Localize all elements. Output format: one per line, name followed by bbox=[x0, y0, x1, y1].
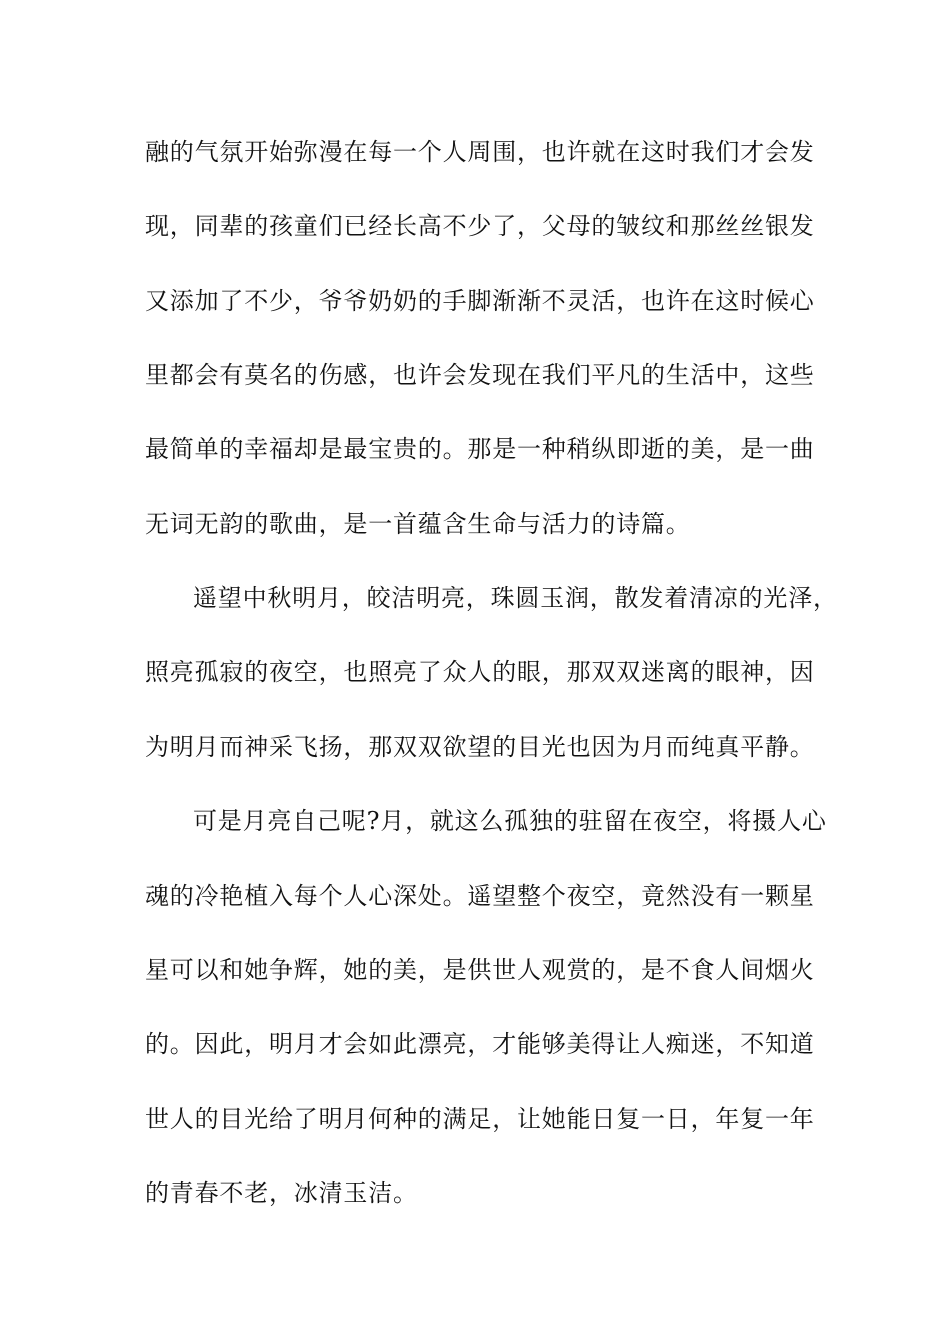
paragraph-3-line-6: 的青春不老，冰清玉洁。 bbox=[145, 1179, 418, 1207]
paragraph-2-line-2: 照亮孤寂的夜空，也照亮了众人的眼，那双双迷离的眼神，因 bbox=[145, 658, 815, 686]
paragraph-1-line-6: 无词无韵的歌曲，是一首蕴含生命与活力的诗篇。 bbox=[145, 510, 691, 538]
paragraph-2-line-1: 遥望中秋明月，皎洁明亮，珠圆玉润，散发着清凉的光泽， bbox=[193, 584, 838, 612]
paragraph-3-line-3: 星可以和她争辉，她的美，是供世人观赏的，是不食人间烟火 bbox=[145, 956, 815, 984]
paragraph-1-line-4: 里都会有莫名的伤感，也许会发现在我们平凡的生活中，这些 bbox=[145, 361, 815, 389]
paragraph-1-line-3: 又添加了不少，爷爷奶奶的手脚渐渐不灵活，也许在这时候心 bbox=[145, 287, 815, 315]
paragraph-3-line-1: 可是月亮自己呢?月，就这么孤独的驻留在夜空，将摄人心 bbox=[193, 807, 827, 835]
paragraph-1-line-1: 融的气氛开始弥漫在每一个人周围，也许就在这时我们才会发 bbox=[145, 138, 815, 166]
paragraph-3-line-4: 的。因此，明月才会如此漂亮，才能够美得让人痴迷，不知道 bbox=[145, 1030, 815, 1058]
paragraph-2-line-3: 为明月而神采飞扬，那双双欲望的目光也因为月而纯真平静。 bbox=[145, 733, 815, 761]
paragraph-1-line-2: 现，同辈的孩童们已经长高不少了，父母的皱纹和那丝丝银发 bbox=[145, 212, 815, 240]
paragraph-3-line-2: 魂的冷艳植入每个人心深处。遥望整个夜空，竟然没有一颗星 bbox=[145, 882, 815, 910]
paragraph-1-line-5: 最简单的幸福却是最宝贵的。那是一种稍纵即逝的美，是一曲 bbox=[145, 435, 815, 463]
paragraph-3-line-5: 世人的目光给了明月何种的满足，让她能日复一日，年复一年 bbox=[145, 1105, 815, 1133]
